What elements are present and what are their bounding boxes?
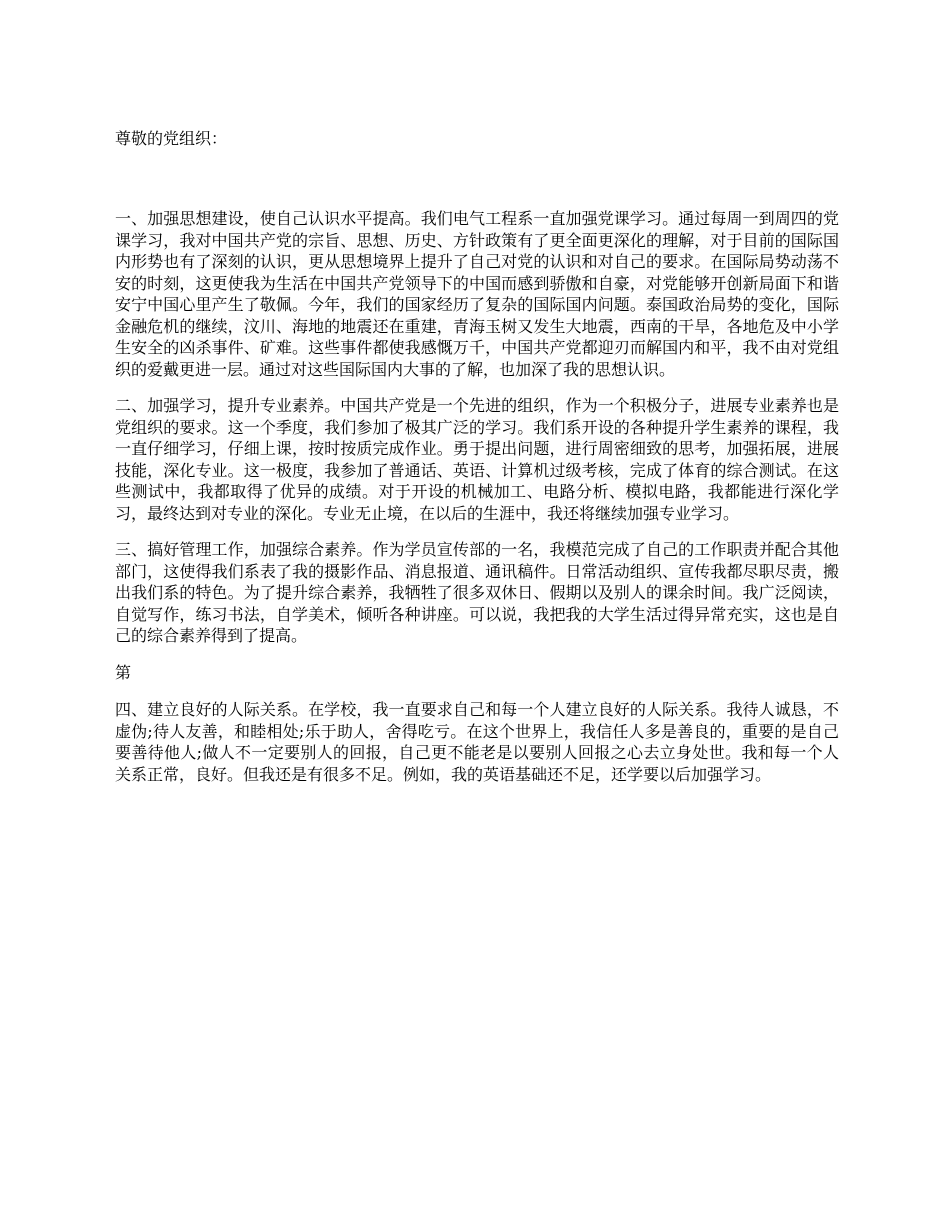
document-body (115, 128, 839, 800)
paragraph-2: 二、加强学习，提升专业素养。中国共产党是一个先进的组织，作为一个积极分子，进展专业素养也是党组织的要求。这一个季度，我们参加了极其广泛的学习。我们系开设的各种提升学生素养的课程，我一直仔细学习，仔细上课，按时按质完成作业。勇于提出问题，进行周密细致的思考，加强拓展，进展技能，深化专业。这一极度，我参加了普通话、英语、计算机过级考核，完成了体育的综合测试。在这些测试中，我都取得了优异的成绩。对于开设的机械加工、电路分析、模拟电路，我都能进行深化学习，最终达到对专业的深化。专业无止境，在以后的生涯中，我还将继续加强专业学习。 (115, 396, 839, 523)
paragraph-4: 四、建立良好的人际关系。在学校，我一直要求自己和每一个人建立良好的人际关系。我待人诚恳，不虚伪;待人友善，和睦相处;乐于助人，舍得吃亏。在这个世界上，我信任人多是善良的，重要的是自己要善待他人;做人不一定要别人的回报，自己更不能老是以要别人回报之心去立身处世。我和每一个人关系正常，良好。但我还是有很多不足。例如，我的英语基础还不足，还学要以后加强学习。 (115, 700, 839, 784)
paragraph-3: 三、搞好管理工作，加强综合素养。作为学员宣传部的一名，我模范完成了自己的工作职责并配合其他部门，这使得我们系表了我的摄影作品、消息报道、通讯稿件。日常活动组织、宣传我都尽职尽责，搬出我们系的特色。为了提升综合素养，我牺牲了很多双休日、假期以及别人的课余时间。我广泛阅读，自觉写作，练习书法，自学美术，倾听各种讲座。可以说，我把我的大学生活过得异常充实，这也是自己的综合素养得到了提高。 (115, 540, 839, 645)
paragraph-fragment: 第 (115, 662, 132, 682)
salutation: 尊敬的党组织： (115, 129, 228, 148)
paragraph-1: 一、加强思想建设，使自己认识水平提高。我们电气工程系一直加强党课学习。通过每周一到周四的党课学习，我对中国共产党的宗旨、思想、历史、方针政策有了更全面更深化的理解，对于目前的国际国内形势也有了深刻的认识，更从思想境界上提升了自己对党的认识和对自己的要求。在国际局势动荡不安的时刻，这更使我为生活在中国共产党领导下的中国而感到骄傲和自豪，对党能够开创新局面下和谐安宁中国心里产生了敬佩。今年，我们的国家经历了复杂的国际国内问题。泰国政治局势的变化，国际金融危机的继续，汶川、海地的地震还在重建，青海玉树又发生大地震，西南的干旱，各地危及中小学生安全的凶杀事件、矿难。这些事件都使我感慨万千，中国共产党都迎刃而解国内和平，我不由对党组织的爱戴更进一层。通过对这些国际国内大事的了解，也加深了我的思想认识。 (115, 209, 839, 379)
